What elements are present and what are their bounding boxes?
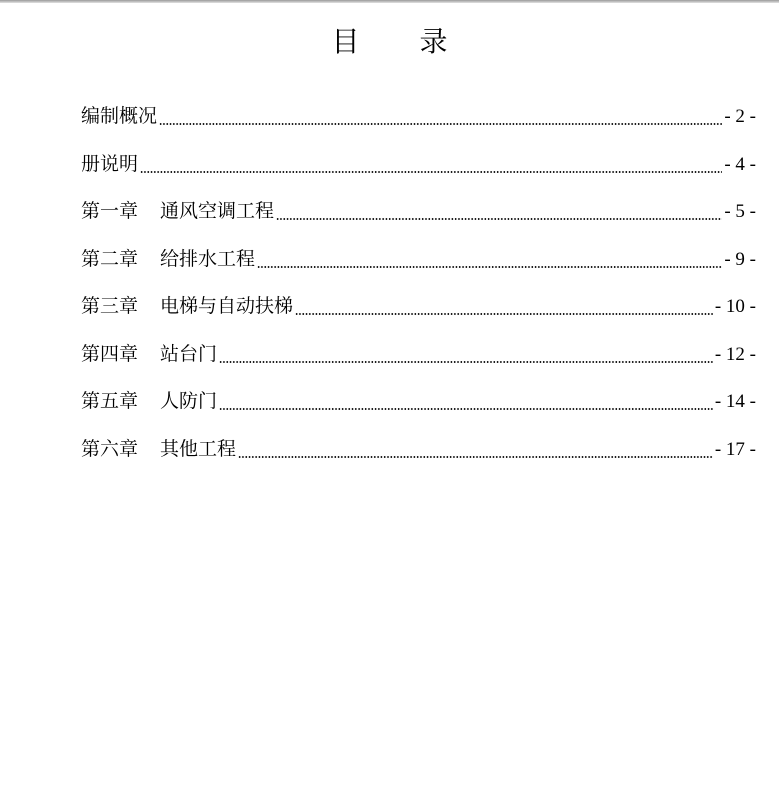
toc-page-number: - 9 - xyxy=(724,248,756,270)
toc-page-number: - 5 - xyxy=(724,201,756,222)
toc-page-number: - 12 - xyxy=(714,343,756,365)
toc-entry-chapter-4[interactable] xyxy=(81,338,756,386)
page-top-border xyxy=(0,0,779,3)
toc-title-char-2: 录 xyxy=(419,25,448,58)
toc-dot-leader xyxy=(276,198,722,220)
toc-dot-leader xyxy=(295,293,713,315)
toc-entry-overview[interactable] xyxy=(81,100,756,148)
toc-entry-text[interactable]: 站台门 xyxy=(160,342,218,365)
toc-entry-chapter-5[interactable] xyxy=(81,385,756,433)
toc-entry-chapter-6[interactable] xyxy=(81,433,756,481)
toc-entry-chapter-3[interactable] xyxy=(81,290,756,338)
toc-dot-leader xyxy=(140,151,722,173)
toc-entry-text[interactable]: 通风空调工程 xyxy=(160,200,275,222)
toc-entry-text[interactable]: 给排水工程 xyxy=(160,247,256,270)
toc-title xyxy=(0,24,779,60)
toc-page-number: - 17 - xyxy=(714,438,756,460)
toc-chapter-label: 第一章 xyxy=(81,200,139,222)
toc-entry-text[interactable]: 册说明 xyxy=(81,152,139,175)
toc-page-number: - 14 - xyxy=(714,391,756,412)
toc-page-number: - 4 - xyxy=(724,153,756,175)
toc-title-char-1: 目 xyxy=(331,25,360,58)
toc-chapter-label: 第五章 xyxy=(81,390,139,412)
toc-dot-leader xyxy=(257,246,722,268)
toc-page-number: - 10 - xyxy=(714,296,756,317)
toc-entry-chapter-2[interactable] xyxy=(81,243,756,291)
toc-entry-volume-notes[interactable] xyxy=(81,148,756,196)
toc-dot-leader xyxy=(219,341,713,363)
toc-page-number: - 2 - xyxy=(724,106,756,127)
toc-chapter-label: 第三章 xyxy=(81,295,139,317)
toc-dot-leader xyxy=(219,388,713,410)
toc-entry-chapter-1[interactable] xyxy=(81,195,756,243)
toc-chapter-label: 第六章 xyxy=(81,437,139,460)
toc-list xyxy=(81,100,756,480)
toc-entry-text[interactable]: 其他工程 xyxy=(160,437,237,460)
toc-chapter-label: 第四章 xyxy=(81,342,139,365)
toc-entry-text[interactable]: 人防门 xyxy=(160,390,218,412)
toc-dot-leader xyxy=(238,436,713,458)
toc-entry-text[interactable]: 电梯与自动扶梯 xyxy=(160,295,294,317)
toc-entry-text[interactable]: 编制概况 xyxy=(81,105,158,127)
toc-dot-leader xyxy=(159,103,722,125)
toc-chapter-label: 第二章 xyxy=(81,247,139,270)
